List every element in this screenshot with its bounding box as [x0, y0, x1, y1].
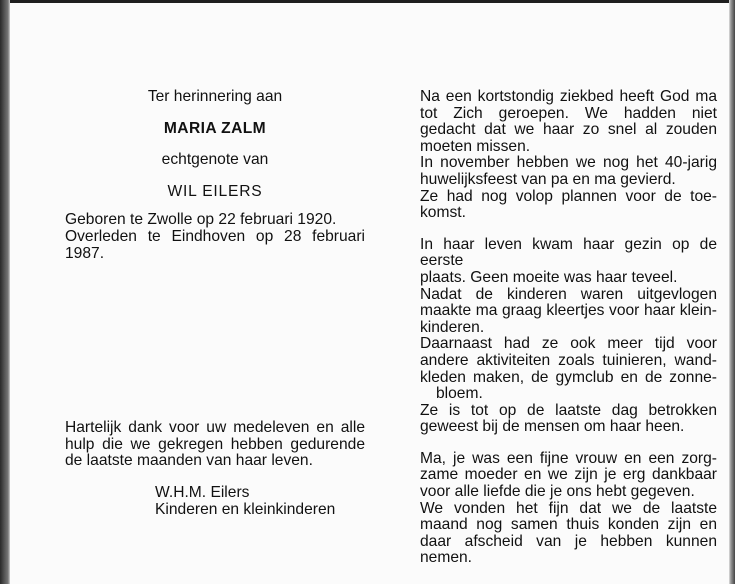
- signature-name: W.H.M. Eilers: [155, 483, 250, 501]
- text-line: daar afscheid van je hebben kunnen: [420, 532, 717, 550]
- text-line: maand nog samen thuis konden zijn en: [420, 516, 717, 534]
- text-line: huwelijksfeest van pa en ma gevierd.: [420, 170, 676, 188]
- relation-label: echtgenote van: [161, 151, 269, 169]
- deceased-name: MARIA ZALM: [163, 119, 267, 137]
- remembrance-header: Ter herinnering aan: [147, 88, 283, 105]
- paragraph-3: [420, 189, 717, 222]
- thanks-line-3: de laatste maanden van haar leven.: [65, 452, 313, 470]
- paragraph-6: [420, 336, 717, 402]
- death-line-1: Overleden te Eindhoven op 28 februari: [65, 227, 365, 245]
- text-line: Ze had nog volop plannen voor de toe-: [420, 187, 717, 205]
- paragraph-1: [420, 89, 717, 155]
- text-line: voor alle liefde die je ons hebt gegeven.: [420, 483, 695, 501]
- text-line: geweest bij de mensen om haar heen.: [420, 418, 685, 436]
- text-line: Na een kortstondig ziekbed heeft God ma: [420, 88, 717, 105]
- spouse-name: WIL EILERS: [167, 182, 263, 200]
- paragraph-2: [420, 155, 717, 188]
- text-line: Nadat de kinderen waren uitgevlogen: [420, 285, 717, 303]
- text-line: nemen.: [420, 549, 473, 567]
- text-line: gedacht dat we haar zo snel al zouden: [420, 121, 717, 139]
- text-line: komst.: [420, 204, 466, 222]
- birth-line: Geboren te Zwolle op 22 februari 1920.: [65, 211, 337, 229]
- window-left-edge: [0, 0, 10, 584]
- death-line-2: 1987.: [65, 244, 105, 262]
- text-line: maakte ma graag kleertjes voor haar klein-: [420, 302, 717, 320]
- text-line: tot Zich geroepen. We hadden niet: [420, 104, 717, 122]
- paragraph-4: [420, 237, 717, 287]
- text-line: bloem.: [436, 385, 483, 403]
- right-column: [420, 89, 717, 567]
- thanks-line-2: hulp die we gekregen hebben gedurende: [65, 435, 365, 453]
- paragraph-5: [420, 287, 717, 337]
- memorial-card-page: [10, 3, 729, 584]
- text-line: zame moeder en we zijn je erg dankbaar: [420, 466, 717, 484]
- window-right-edge: [729, 0, 735, 584]
- text-line: kleden maken, de gymclub en de zonne-: [420, 368, 717, 386]
- text-line: Daarnaast had ze ook meer tijd voor: [420, 335, 717, 353]
- signature-family: Kinderen en kleinkinderen: [155, 500, 336, 518]
- text-line: Ze is tot op de laatste dag betrokken: [420, 401, 717, 419]
- paragraph-9: [420, 501, 717, 567]
- text-line: kinderen.: [420, 318, 485, 336]
- text-line: plaats. Geen moeite was haar teveel.: [420, 268, 678, 286]
- text-line: In haar leven kwam haar gezin op de eerste: [420, 235, 717, 270]
- text-line: andere aktiviteiten zoals tuinieren, wand-: [420, 351, 717, 369]
- left-column: [65, 89, 365, 518]
- text-line: We vonden het fijn dat we de laatste: [420, 499, 717, 517]
- text-line: moeten missen.: [420, 137, 531, 155]
- paragraph-7: [420, 403, 717, 436]
- text-line: Ma, je was een fijne vrouw en een zorg-: [420, 449, 717, 467]
- text-line: In november hebben we nog het 40-jarig: [420, 154, 717, 172]
- thanks-line-1: Hartelijk dank voor uw medeleven en alle: [65, 419, 365, 437]
- paragraph-8: [420, 451, 717, 501]
